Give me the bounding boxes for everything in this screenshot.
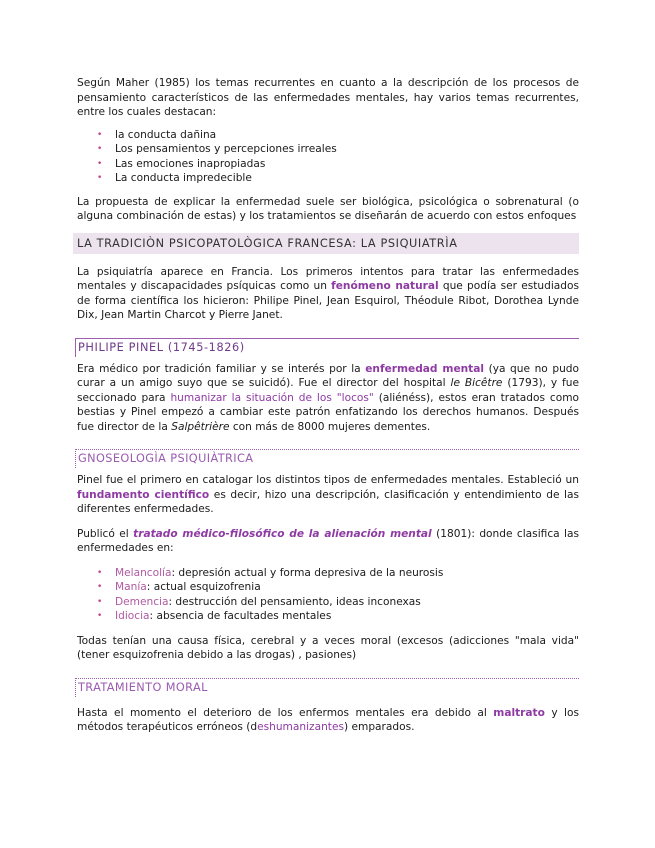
section1-paragraph: La psiquiatría aparece en Francia. Los primeros intentos para tratar las enfermedades mentales y discapacidades psíquicas como un fenómeno natural que podía ser estudiados de forma científica los hicieron: Philipe Pinel, Jean Esquirol, Théodule Ribot, Dorothea Lynde Dix, Jean Martin Charcot y Pierre Janet. [77,265,579,321]
bullet-icon: • [97,611,103,621]
bullet-icon: • [97,567,103,578]
section3-paragraph-1: Pinel fue el primero en catalogar los distintos tipos de enfermedades mentales. Estableció un fundamento científico es decir, hizo una descripción, clasificación y entendimiento de las diferentes enfermedades. [77,474,580,515]
document-page [77,76,579,735]
list-item: • La conducta impredecible [97,172,252,184]
list-item: • Manía: actual esquizofrenia [97,581,261,593]
section-heading-gnoseologia: GNOSEOLOGÌA PSIQUIÀTRICA [75,449,579,468]
intro-paragraph: Según Maher (1985) los temas recurrentes en cuanto a la descripción de los procesos de pensamiento característicos de las enfermedades mentales, hay varios temas recurrentes, entre los cuales destacan: [77,77,579,118]
section-heading-tratamiento-moral: TRATAMIENTO MORAL [75,678,579,697]
list-item: • Los pensamientos y percepciones irreales [97,143,337,155]
section2-paragraph: Era médico por tradición familiar y se interés por la enfermedad mental (ya que no pudo curar a un amigo suyo que se suicidó). Fue el director del hospital le Bicêtre (1793), y fue seccionado para humanizar la situación de los "locos" (aliénéss), estos eran tratados como bestias y Pinel empezó a cambiar este patrón enfatizando los derechos humanos. Después fue director de la Salpêtrière con más de 8000 mujeres dementes. [77,362,580,433]
intro-paragraph-2: La propuesta de explicar la enfermedad suele ser biológica, psicológica o sobrenatural (o alguna combinación de estas) y los tratamientos se diseñarán de acuerdo con estos enfoques [77,195,579,222]
bullet-icon: • [97,144,103,154]
section3-paragraph-2: Publicó el tratado médico-filosófico de la alienación mental (1801): donde clasifica las enfermedades en: [77,527,580,554]
list-item: • Demencia: destrucción del pensamiento, ideas inconexas [97,595,421,608]
section-heading-french-tradition: LA TRADICIÒN PSICOPATOLÒGICA FRANCESA: LA PSIQUIATRÌA [73,233,579,254]
intro-list [77,128,579,186]
bullet-icon: • [97,173,103,183]
list-item: • Las emociones inapropiadas [97,157,266,170]
disease-list [77,566,579,624]
bullet-icon: • [97,596,103,607]
section3-paragraph-3: Todas tenían una causa física, cerebral y a veces moral (excesos (adicciones "mala vida"(tener esquizofrenia debido a las drogas) , pasiones) [77,634,579,661]
list-item: • Idiocia: absencia de facultades mentales [97,610,332,622]
bullet-icon: • [97,158,103,169]
bullet-icon: • [97,582,103,592]
section-heading-pinel: PHILIPE PINEL (1745-1826) [75,338,579,357]
bullet-icon: • [97,129,103,140]
section4-paragraph: Hasta el momento el deterioro de los enfermos mentales era debido al maltrato y los métodos terapéuticos erróneos (deshumanizantes) emparados. [77,706,579,733]
list-item: • Melancolía: depresión actual y forma depresiva de la neurosis [97,566,444,579]
list-item: • la conducta dañina [97,128,217,141]
